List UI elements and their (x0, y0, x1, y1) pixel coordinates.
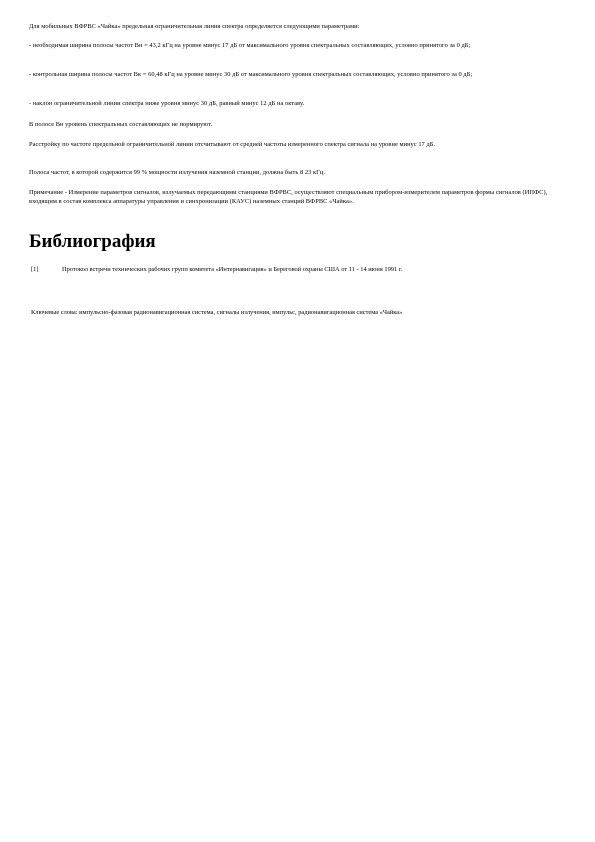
paragraph-occupied-bandwidth: Полоса частот, в которой содержится 99 % мощности излучения наземной станции, должна быть 8 23 кГц. (29, 169, 326, 176)
paragraph-detuning: Расстройку по частоте предельной ограничительной линии отсчитывают от средней частоты измеренного спектра сигнала на уровне минус 17 дБ. (29, 141, 436, 148)
paragraph-note: Примечание - Измерение параметров сигналов, излучаемых передающими станциями ВФРВС, осуществляют специальным прибором-измерителем параметров формы сигналов (ИПФС), входящим в состав комплекса аппаратуры управления и синхронизации (КАУС) наземных станций ВФРВС «Чайка». (29, 189, 548, 206)
paragraph-slope: - наклон ограничительной линии спектра ниже уровня минус 30 дБ, равный минус 12 дБ на октаву. (29, 100, 305, 107)
paragraph-necessary-bandwidth: - необходимая ширина полосы частот Bн = 43,2 кГц на уровне минус 17 дБ от максимального уровня спектральных составляющих, условно принятого за 0 дБ; (29, 42, 471, 49)
bibliography-item-text: Протокол встречи технических рабочих групп комитета «Интернавигация» и Береговой охраны США от 11 - 14 июня 1991 г. (62, 266, 403, 273)
keywords: Ключевые слова: импульсно-фазовая радионавигационная система, сигналы излучения, импульс, радионавигационная система «Чайка» (31, 309, 403, 316)
paragraph-control-bandwidth: - контрольная ширина полосы частот Bк = 60,48 кГц на уровне минус 30 дБ от максимального уровня спектральных составляющих, условно принятого за 0 дБ; (29, 71, 473, 78)
bibliography-heading: Библиография (29, 231, 156, 252)
paragraph-intro: Для мобильных ВФРВС «Чайка» предельная ограничительная линия спектра определяется следующими параметрами: (29, 23, 360, 30)
paragraph-not-normalized: В полосе Bн уровень спектральных составляющих не нормируют. (29, 121, 213, 128)
bibliography-item-number: [1] (31, 266, 39, 273)
